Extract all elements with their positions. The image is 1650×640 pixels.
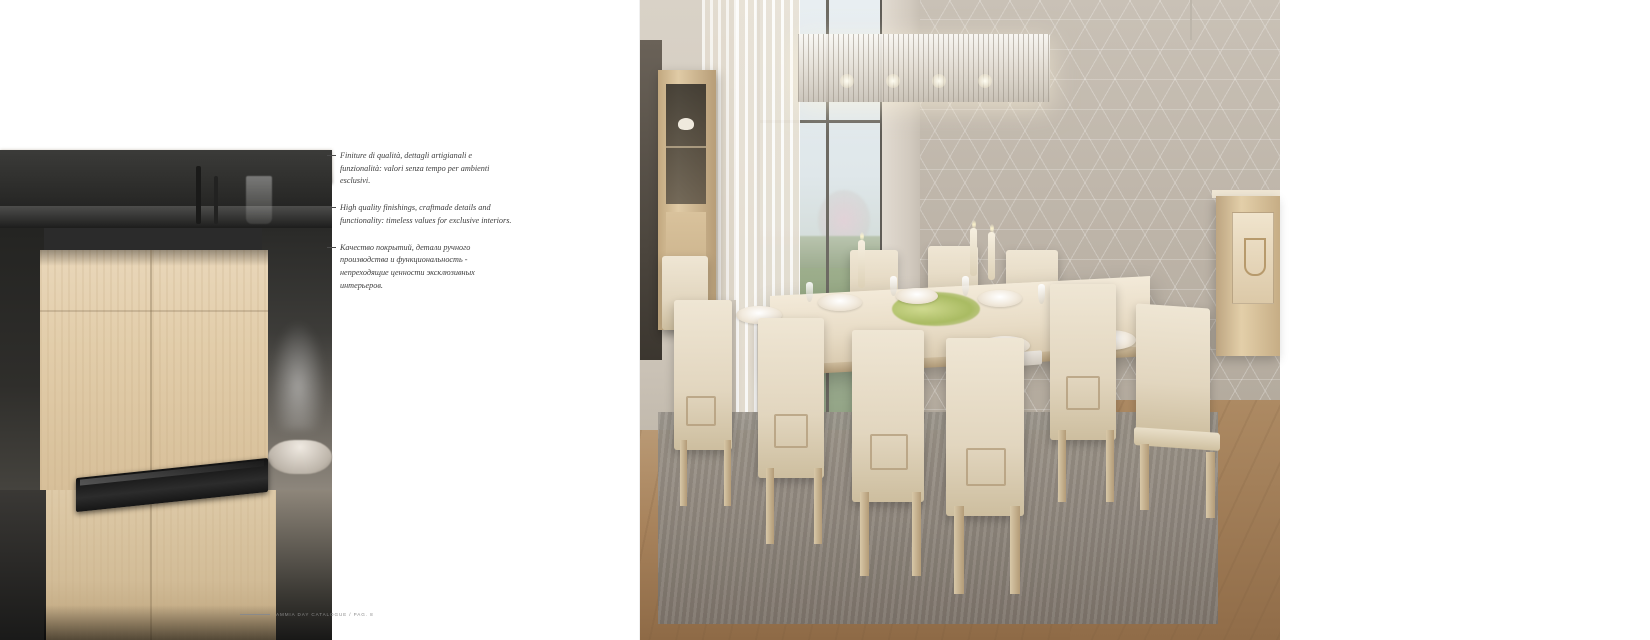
chandelier-bulb xyxy=(840,74,854,88)
chandelier-bulb xyxy=(978,74,992,88)
wine-glass xyxy=(890,276,897,296)
caption-text-block xyxy=(327,150,512,306)
chair-back xyxy=(946,338,1024,516)
dash-icon xyxy=(327,207,336,208)
candle-flame xyxy=(860,232,864,241)
caption-text-en: High quality finishings, craftmade details and functionality: timeless values for exclusive interiors. xyxy=(340,203,512,225)
footer-rule-icon xyxy=(1540,612,1566,613)
cabinet-seam-horizontal xyxy=(40,310,268,312)
caption-text-it: Finiture di qualità, dettagli artigianali e funzionalità: valori senza tempo per ambienti esclusivi. xyxy=(340,151,490,186)
caption-text-ru: Качество покрытий, детали ручного производства и функциональность - непреходящие ценности эксклюзивных интерьеров. xyxy=(340,242,475,290)
chair-leg xyxy=(1206,452,1215,518)
caption-paragraph-en xyxy=(327,202,512,227)
faucet-secondary-icon xyxy=(214,176,218,224)
display-cabinet-item xyxy=(678,118,694,130)
chair-back-cutout xyxy=(1066,376,1100,410)
wine-glass xyxy=(962,276,969,296)
left-page xyxy=(0,0,640,640)
wine-glass xyxy=(1038,284,1045,304)
dash-icon xyxy=(327,247,336,248)
caption-paragraph-ru xyxy=(327,242,512,293)
chair-back-cutout xyxy=(774,414,808,448)
candle-flame xyxy=(972,220,976,229)
footer-left xyxy=(240,612,440,617)
dining-room-photo xyxy=(640,0,1650,640)
chair-back xyxy=(1136,303,1210,438)
faucet-icon xyxy=(196,166,201,224)
floor-shadow xyxy=(44,605,276,640)
chair-back-cutout xyxy=(870,434,908,470)
candle xyxy=(858,240,865,288)
side-cabinet-motif xyxy=(1244,238,1266,276)
chair-leg xyxy=(814,468,822,544)
wine-glass xyxy=(806,282,813,302)
place-setting-plate xyxy=(978,290,1022,307)
chair-back xyxy=(852,330,924,502)
chandelier-bulb xyxy=(932,74,946,88)
chair-back xyxy=(1050,284,1116,440)
chandelier-bulb xyxy=(886,74,900,88)
place-setting-plate xyxy=(896,288,938,304)
footer-rule-icon xyxy=(240,614,270,615)
candle xyxy=(970,228,977,276)
chair-back xyxy=(758,318,824,478)
counter-reflection xyxy=(0,206,332,228)
sideboard-detail-photo xyxy=(0,150,332,490)
chair-back-cutout xyxy=(966,448,1006,486)
cabinet-seam-vertical xyxy=(150,250,152,490)
footer-right xyxy=(1540,610,1650,615)
footer-left-text: AMMIA DAY CATALOGUE / PAG. 8 xyxy=(276,612,374,617)
chair-leg xyxy=(860,492,869,576)
chair-leg xyxy=(912,492,921,576)
wood-cabinet-front xyxy=(40,250,268,490)
dash-icon xyxy=(327,155,336,156)
chair-leg xyxy=(1058,430,1066,502)
chair-leg xyxy=(724,440,731,506)
glassware xyxy=(246,176,272,224)
right-glow xyxy=(270,320,326,430)
place-setting-plate xyxy=(818,294,862,311)
chair-leg xyxy=(954,506,964,594)
chair-leg xyxy=(1010,506,1020,594)
candle xyxy=(988,232,995,280)
cabinet-top-shadow xyxy=(40,250,268,266)
chair-leg xyxy=(680,440,687,506)
lower-left-shadow xyxy=(0,490,46,640)
display-cabinet-shelf xyxy=(666,146,706,148)
chair-leg xyxy=(766,468,774,544)
bowl-object xyxy=(268,440,332,474)
display-cabinet-glass xyxy=(666,84,706,204)
caption-paragraph-it xyxy=(327,150,512,188)
chair-back-cutout xyxy=(686,396,716,426)
left-wall-shadow xyxy=(0,228,44,490)
lower-right-shadow xyxy=(276,490,332,640)
footer-right-text: AMMIA DAY / COLLECTION xyxy=(1572,610,1650,615)
chandelier-rod xyxy=(1190,0,1192,40)
chandelier-strands xyxy=(798,34,1050,102)
chair-leg xyxy=(1140,444,1149,510)
chair-leg xyxy=(1106,430,1114,502)
chair-back xyxy=(674,300,732,450)
candle-flame xyxy=(990,224,994,233)
